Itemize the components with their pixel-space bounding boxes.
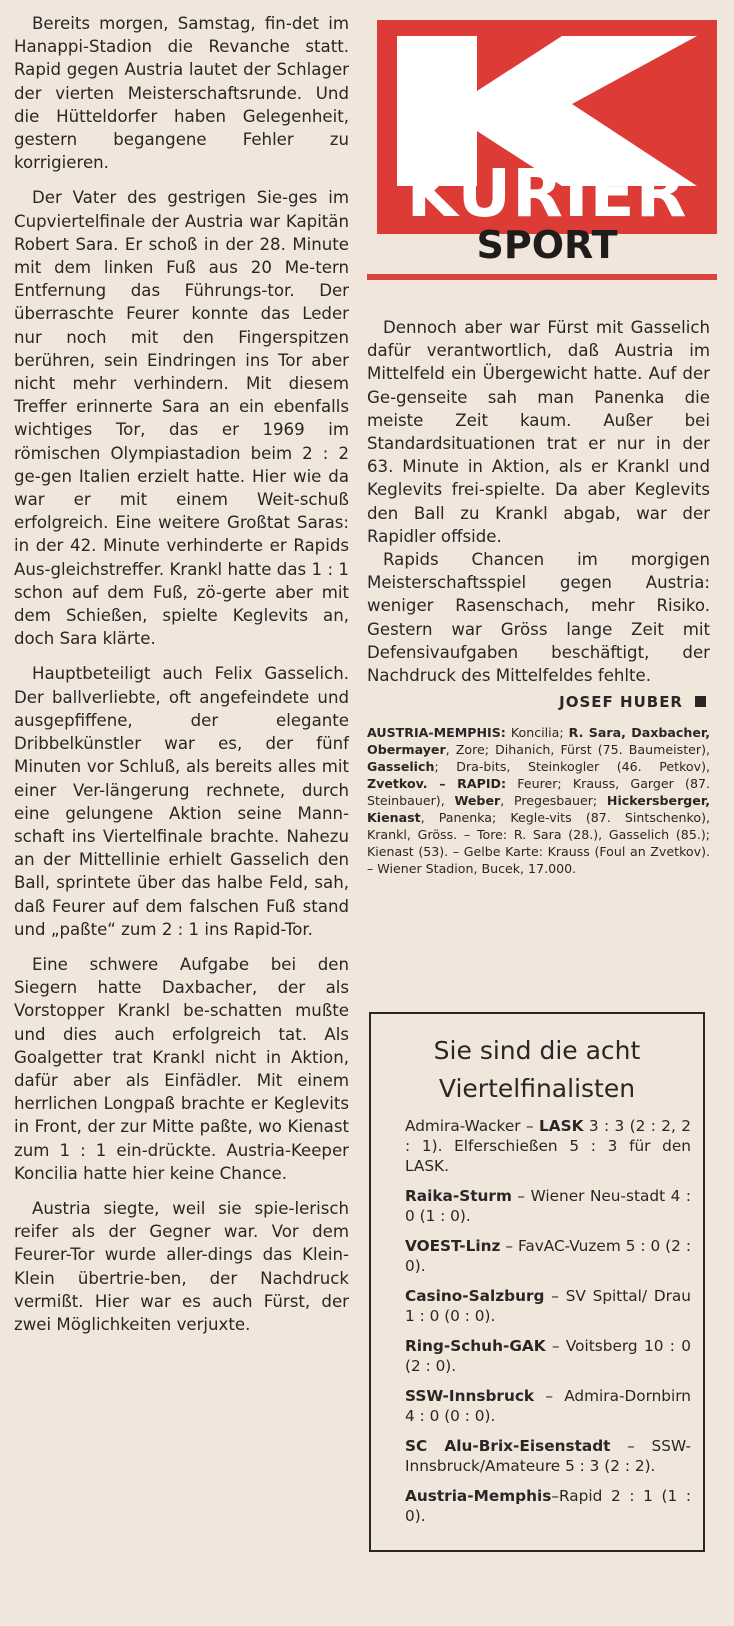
- result-separator: –: [545, 1337, 566, 1355]
- lineup-text: Koncilia;: [505, 725, 569, 741]
- result-item: [405, 1436, 691, 1476]
- result-item: [405, 1286, 691, 1326]
- lineup-text: Feurer; Krauss, Garger (87. Steinbauer),: [367, 776, 710, 809]
- article-paragraph: Rapids Chancen im morgigen Meisterschaftsspiel gegen Austria: weniger Rasenschach, mehr Risiko. Gestern war Gröss lange Zeit mit Defensivaufgaben beschäftigt, der Nachdruck des Mittelfeldes fehlte.: [367, 550, 710, 686]
- result-separator: –: [511, 1187, 531, 1205]
- article-paragraph: Austria siegte, weil sie spie-lerisch reifer als der Gegner war. Vor dem Feurer-Tor wurde aller-dings das Klein-Klein übertrie-ben, der Nachdruck vermißt. Hier war es auch Fürst, der zwei Möglichkeiten verjuxte.: [14, 1198, 349, 1334]
- lineup-bold-names: Weber: [454, 793, 501, 809]
- article-right-column: [367, 316, 710, 877]
- lineup-text: , Zore; Dihanich, Fürst (75. Baumeister),: [445, 742, 710, 758]
- result-item: [405, 1386, 691, 1426]
- result-team-home: Ring-Schuh-GAK: [405, 1337, 546, 1355]
- article-paragraph: Eine schwere Aufgabe bei den Siegern hatte Daxbacher, der als Vorstopper Krankl be-schatten mußte und dies auch erfolgreich tat. Als Goalgetter trat Krankl nicht in Aktion, dafür aber als Einfädler. Mit einem herrlichen Longpaß brachte er Keglevits in Front, der zur Mitte paßte, wo Kienast zum 1 : 1 ein-drückte. Austria-Keeper Koncilia hatte hier keine Chance.: [14, 954, 349, 1183]
- result-team-home: VOEST-Linz: [405, 1237, 501, 1255]
- result-team-home: SC Alu-Brix-Eisenstadt: [405, 1437, 611, 1455]
- result-score: 2 : 1 (1 : 0).: [405, 1487, 691, 1525]
- article-left-column: [14, 12, 349, 1348]
- article-paragraph: Bereits morgen, Samstag, fin-det im Hanappi-Stadion die Revanche statt. Rapid gegen Austria lautet der Schlager der vierten Meisterschaftsrunde. Und die Hütteldorfer haben Gelegenheit, gestern begangene Fehler zu korrigieren.: [14, 14, 349, 173]
- lineup-bold-names: Hickersberger, Kienast: [367, 793, 710, 826]
- result-team-away: FavAC-Vuzem: [517, 1237, 621, 1255]
- result-score: 4 : 0 (0 : 0).: [405, 1407, 496, 1425]
- result-score: 5 : 0 (2 : 0).: [405, 1237, 691, 1275]
- section-title: SPORT: [476, 223, 618, 267]
- lineup-team-label: – RAPID:: [427, 776, 507, 792]
- result-team-away: Admira-Dornbirn: [564, 1387, 691, 1405]
- team-lineups: [367, 724, 710, 877]
- lineup-text: , Panenka; Kegle-vits (87. Sintschenko), Krankl, Gröss. – Tore: R. Sara (28.), Gasselich (85.); Kienast (53). – Gelbe Karte: Krauss (Foul an Zvetkov). – Wiener Stadion, Bucek, 17.000.: [367, 810, 710, 877]
- result-item: [405, 1116, 691, 1176]
- box-title-line: Sie sind die acht: [433, 1036, 641, 1065]
- result-score: 10 : 0 (2 : 0).: [405, 1337, 691, 1375]
- author-line: [367, 691, 706, 714]
- result-separator: –: [500, 1237, 518, 1255]
- lineup-bold-names: R. Sara, Daxbacher, Obermayer: [367, 725, 710, 758]
- results-list: [405, 1116, 691, 1526]
- end-mark-icon: [695, 696, 706, 707]
- result-separator: –: [520, 1117, 540, 1135]
- lineup-team-label: AUSTRIA-MEMPHIS:: [367, 725, 506, 741]
- result-score: 3 : 3 (2 : 2, 2 : 1). Elferschießen 5 : 3 für den LASK.: [405, 1117, 692, 1175]
- lineup-bold-names: Zvetkov.: [367, 776, 428, 792]
- result-team-away: SV Spittal/ Drau: [565, 1287, 692, 1305]
- result-score: 5 : 3 (2 : 2).: [560, 1457, 656, 1475]
- result-separator: –: [544, 1287, 566, 1305]
- box-title-line: Viertelfinalisten: [438, 1074, 636, 1103]
- result-separator: –: [610, 1437, 652, 1455]
- lineup-bold-names: Gasselich: [367, 759, 435, 775]
- result-team-home: Raika-Sturm: [405, 1187, 512, 1205]
- box-title: [371, 1032, 703, 1108]
- result-separator: –: [551, 1487, 559, 1505]
- quarterfinalists-box: [369, 1012, 705, 1552]
- section-divider: [367, 274, 717, 280]
- result-team-home: Admira-Wacker: [405, 1117, 521, 1135]
- result-item: [405, 1186, 691, 1226]
- result-score: 1 : 0 (0 : 0).: [405, 1307, 496, 1325]
- result-score: 4 : 0 (1 : 0).: [405, 1187, 691, 1225]
- result-team-away: Voitsberg: [565, 1337, 638, 1355]
- kurier-logo: [377, 20, 717, 234]
- logo-brand-text: KURIER: [406, 155, 688, 232]
- article-paragraph: Der Vater des gestrigen Sie-ges im Cupviertelfinale der Austria war Kapitän Robert Sara. Er schoß in der 28. Minute mit dem linken Fuß aus 20 Me-tern Entfernung das Führungs-tor. Der überraschte Feurer konnte das Leder nur noch mit den Fingerspitzen berühren, sein Eindringen ins Tor aber nicht mehr verhindern. Mit diesem Treffer erinnerte Sara an ein ebenfalls wichtiges Tor, das er 1969 im römischen Olympiastadion beim 2 : 2 ge-gen Italien erzielt hatte. Hier wie da war er mit einem Weit-schuß erfolgreich. Eine weitere Großtat Saras: in der 42. Minute verhinderte er Rapids Aus-gleichstreffer. Krankl hatte das 1 : 1 schon auf dem Fuß, zö-gerte aber mit dem Schießen, spielte Keglevits an, doch Sara klärte.: [14, 188, 349, 649]
- article-paragraph: Dennoch aber war Fürst mit Gasselich dafür verantwortlich, daß Austria im Mittelfeld ein Übergewicht hatte. Auf der Ge-genseite sah man Panenka die meiste Zeit kaum. Außer bei Standardsituationen trat er nur in der 63. Minute in Aktion, als er Krankl und Keglevits frei-spielte. Da aber Keglevits den Ball zu Krankl abgab, war der Rapidler offside.: [367, 318, 710, 546]
- result-team-away: Wiener Neu-stadt: [530, 1187, 666, 1205]
- result-separator: –: [534, 1387, 565, 1405]
- result-team-home: SSW-Innsbruck: [405, 1387, 535, 1405]
- result-team-away: SSW-Innsbruck/Amateure: [405, 1437, 691, 1475]
- result-item: [405, 1236, 691, 1276]
- lineup-text: , Pregesbauer;: [500, 793, 607, 809]
- lineup-text: ; Dra-bits, Steinkogler (46. Petkov),: [434, 759, 710, 775]
- result-team-home: Austria-Memphis: [405, 1487, 552, 1505]
- author-name: JOSEF HUBER: [559, 693, 683, 712]
- result-team-home: Casino-Salzburg: [405, 1287, 545, 1305]
- result-item: [405, 1336, 691, 1376]
- result-item: [405, 1486, 691, 1526]
- article-paragraph: Hauptbeteiligt auch Felix Gasselich. Der ballverliebte, oft angefeindete und ausgepfiffene, der elegante Dribbelkünstler war es, der fünf Minuten vor Schluß, als bereits alles mit einer Ver-längerung rechnete, durch eine gelungene Aktion seine Mann-schaft ins Viertelfinale brachte. Nahezu an der Mittellinie erhielt Gasselich den Ball, sprintete über das halbe Feld, sah, daß Feurer auf dem falschen Fuß stand und „paßte“ zum 2 : 1 ins Rapid-Tor.: [14, 664, 349, 939]
- result-team-away: Rapid: [559, 1487, 603, 1505]
- result-team-away: LASK: [539, 1117, 584, 1135]
